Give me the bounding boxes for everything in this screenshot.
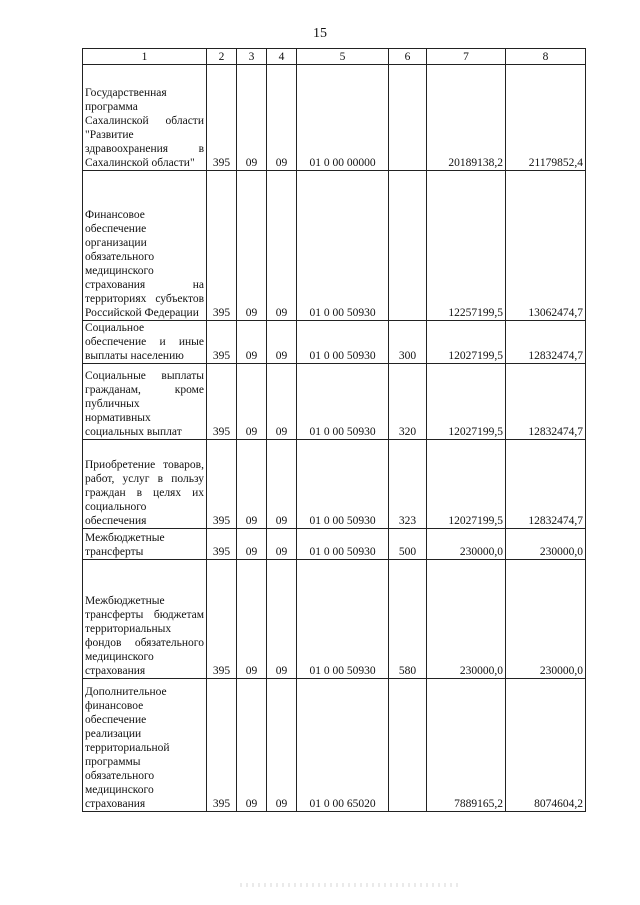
cell-target-article: 01 0 00 50930: [297, 440, 389, 529]
table-row: [83, 679, 586, 812]
cell-amount-year2: 230000,0: [506, 560, 586, 679]
cell-expense-type: 500: [389, 529, 427, 560]
cell-target-article: 01 0 00 50930: [297, 364, 389, 440]
cell-subsection: 09: [267, 65, 297, 171]
table-row: [83, 440, 586, 529]
row-name: Межбюджетные трансферты бюджетам территориальных фондов обязательного медицинского страхования: [83, 560, 207, 679]
row-name: Социальное обеспечение и иные выплаты населению: [83, 321, 207, 364]
cell-target-article: 01 0 00 65020: [297, 679, 389, 812]
cell-subsection: 09: [267, 440, 297, 529]
column-header: 8: [506, 49, 586, 65]
column-header: 1: [83, 49, 207, 65]
budget-table: [82, 48, 586, 812]
cell-amount-year2: 12832474,7: [506, 440, 586, 529]
cell-section: 09: [237, 321, 267, 364]
cell-subsection: 09: [267, 364, 297, 440]
cell-target-article: 01 0 00 00000: [297, 65, 389, 171]
cell-admin-code: 395: [207, 679, 237, 812]
cell-subsection: 09: [267, 560, 297, 679]
column-header: 4: [267, 49, 297, 65]
table-row: [83, 171, 586, 321]
cell-section: 09: [237, 679, 267, 812]
cell-target-article: 01 0 00 50930: [297, 171, 389, 321]
cell-amount-year2: 12832474,7: [506, 364, 586, 440]
row-name: Социальные выплаты гражданам, кроме публичных нормативных социальных выплат: [83, 364, 207, 440]
cell-admin-code: 395: [207, 364, 237, 440]
cell-amount-year2: 230000,0: [506, 529, 586, 560]
cell-section: 09: [237, 560, 267, 679]
cell-amount-year1: 230000,0: [427, 560, 506, 679]
page-number: 15: [313, 26, 327, 41]
row-name: Межбюджетные трансферты: [83, 529, 207, 560]
cell-subsection: 09: [267, 529, 297, 560]
column-header: 5: [297, 49, 389, 65]
cell-amount-year1: 12257199,5: [427, 171, 506, 321]
cell-admin-code: 395: [207, 440, 237, 529]
cell-amount-year2: 12832474,7: [506, 321, 586, 364]
cell-admin-code: 395: [207, 321, 237, 364]
row-name: Государственная программа Сахалинской области "Развитие здравоохранения в Сахалинской области": [83, 65, 207, 171]
cell-amount-year1: 12027199,5: [427, 440, 506, 529]
cell-expense-type: [389, 679, 427, 812]
column-header: 7: [427, 49, 506, 65]
cell-amount-year2: 13062474,7: [506, 171, 586, 321]
table-row: [83, 364, 586, 440]
cell-expense-type: [389, 171, 427, 321]
cell-section: 09: [237, 364, 267, 440]
cell-amount-year1: 12027199,5: [427, 321, 506, 364]
cell-subsection: 09: [267, 679, 297, 812]
cell-amount-year1: 20189138,2: [427, 65, 506, 171]
row-name: Дополнительное финансовое обеспечение реализации территориальной программы обязательного медицинского страхования: [83, 679, 207, 812]
cell-subsection: 09: [267, 321, 297, 364]
cell-expense-type: 580: [389, 560, 427, 679]
cell-expense-type: [389, 65, 427, 171]
cell-admin-code: 395: [207, 65, 237, 171]
cell-target-article: 01 0 00 50930: [297, 529, 389, 560]
table-row: [83, 321, 586, 364]
row-name: Приобретение товаров, работ, услуг в пользу граждан в целях их социального обеспечения: [83, 440, 207, 529]
table-header-row: [83, 49, 586, 65]
cell-amount-year2: 21179852,4: [506, 65, 586, 171]
table-row: [83, 65, 586, 171]
cell-subsection: 09: [267, 171, 297, 321]
cell-section: 09: [237, 440, 267, 529]
column-header: 2: [207, 49, 237, 65]
column-header: 6: [389, 49, 427, 65]
cell-admin-code: 395: [207, 171, 237, 321]
cell-section: 09: [237, 529, 267, 560]
cell-admin-code: 395: [207, 560, 237, 679]
cell-expense-type: 320: [389, 364, 427, 440]
cell-expense-type: 323: [389, 440, 427, 529]
scan-artifact: [240, 883, 460, 887]
cell-admin-code: 395: [207, 529, 237, 560]
cell-amount-year1: 7889165,2: [427, 679, 506, 812]
cell-amount-year2: 8074604,2: [506, 679, 586, 812]
cell-section: 09: [237, 171, 267, 321]
cell-section: 09: [237, 65, 267, 171]
table-row: [83, 560, 586, 679]
cell-expense-type: 300: [389, 321, 427, 364]
cell-target-article: 01 0 00 50930: [297, 560, 389, 679]
cell-amount-year1: 12027199,5: [427, 364, 506, 440]
row-name: Финансовое обеспечение организации обязательного медицинского страхования на территориях субъектов Российской Федерации: [83, 171, 207, 321]
table-row: [83, 529, 586, 560]
column-header: 3: [237, 49, 267, 65]
cell-target-article: 01 0 00 50930: [297, 321, 389, 364]
cell-amount-year1: 230000,0: [427, 529, 506, 560]
